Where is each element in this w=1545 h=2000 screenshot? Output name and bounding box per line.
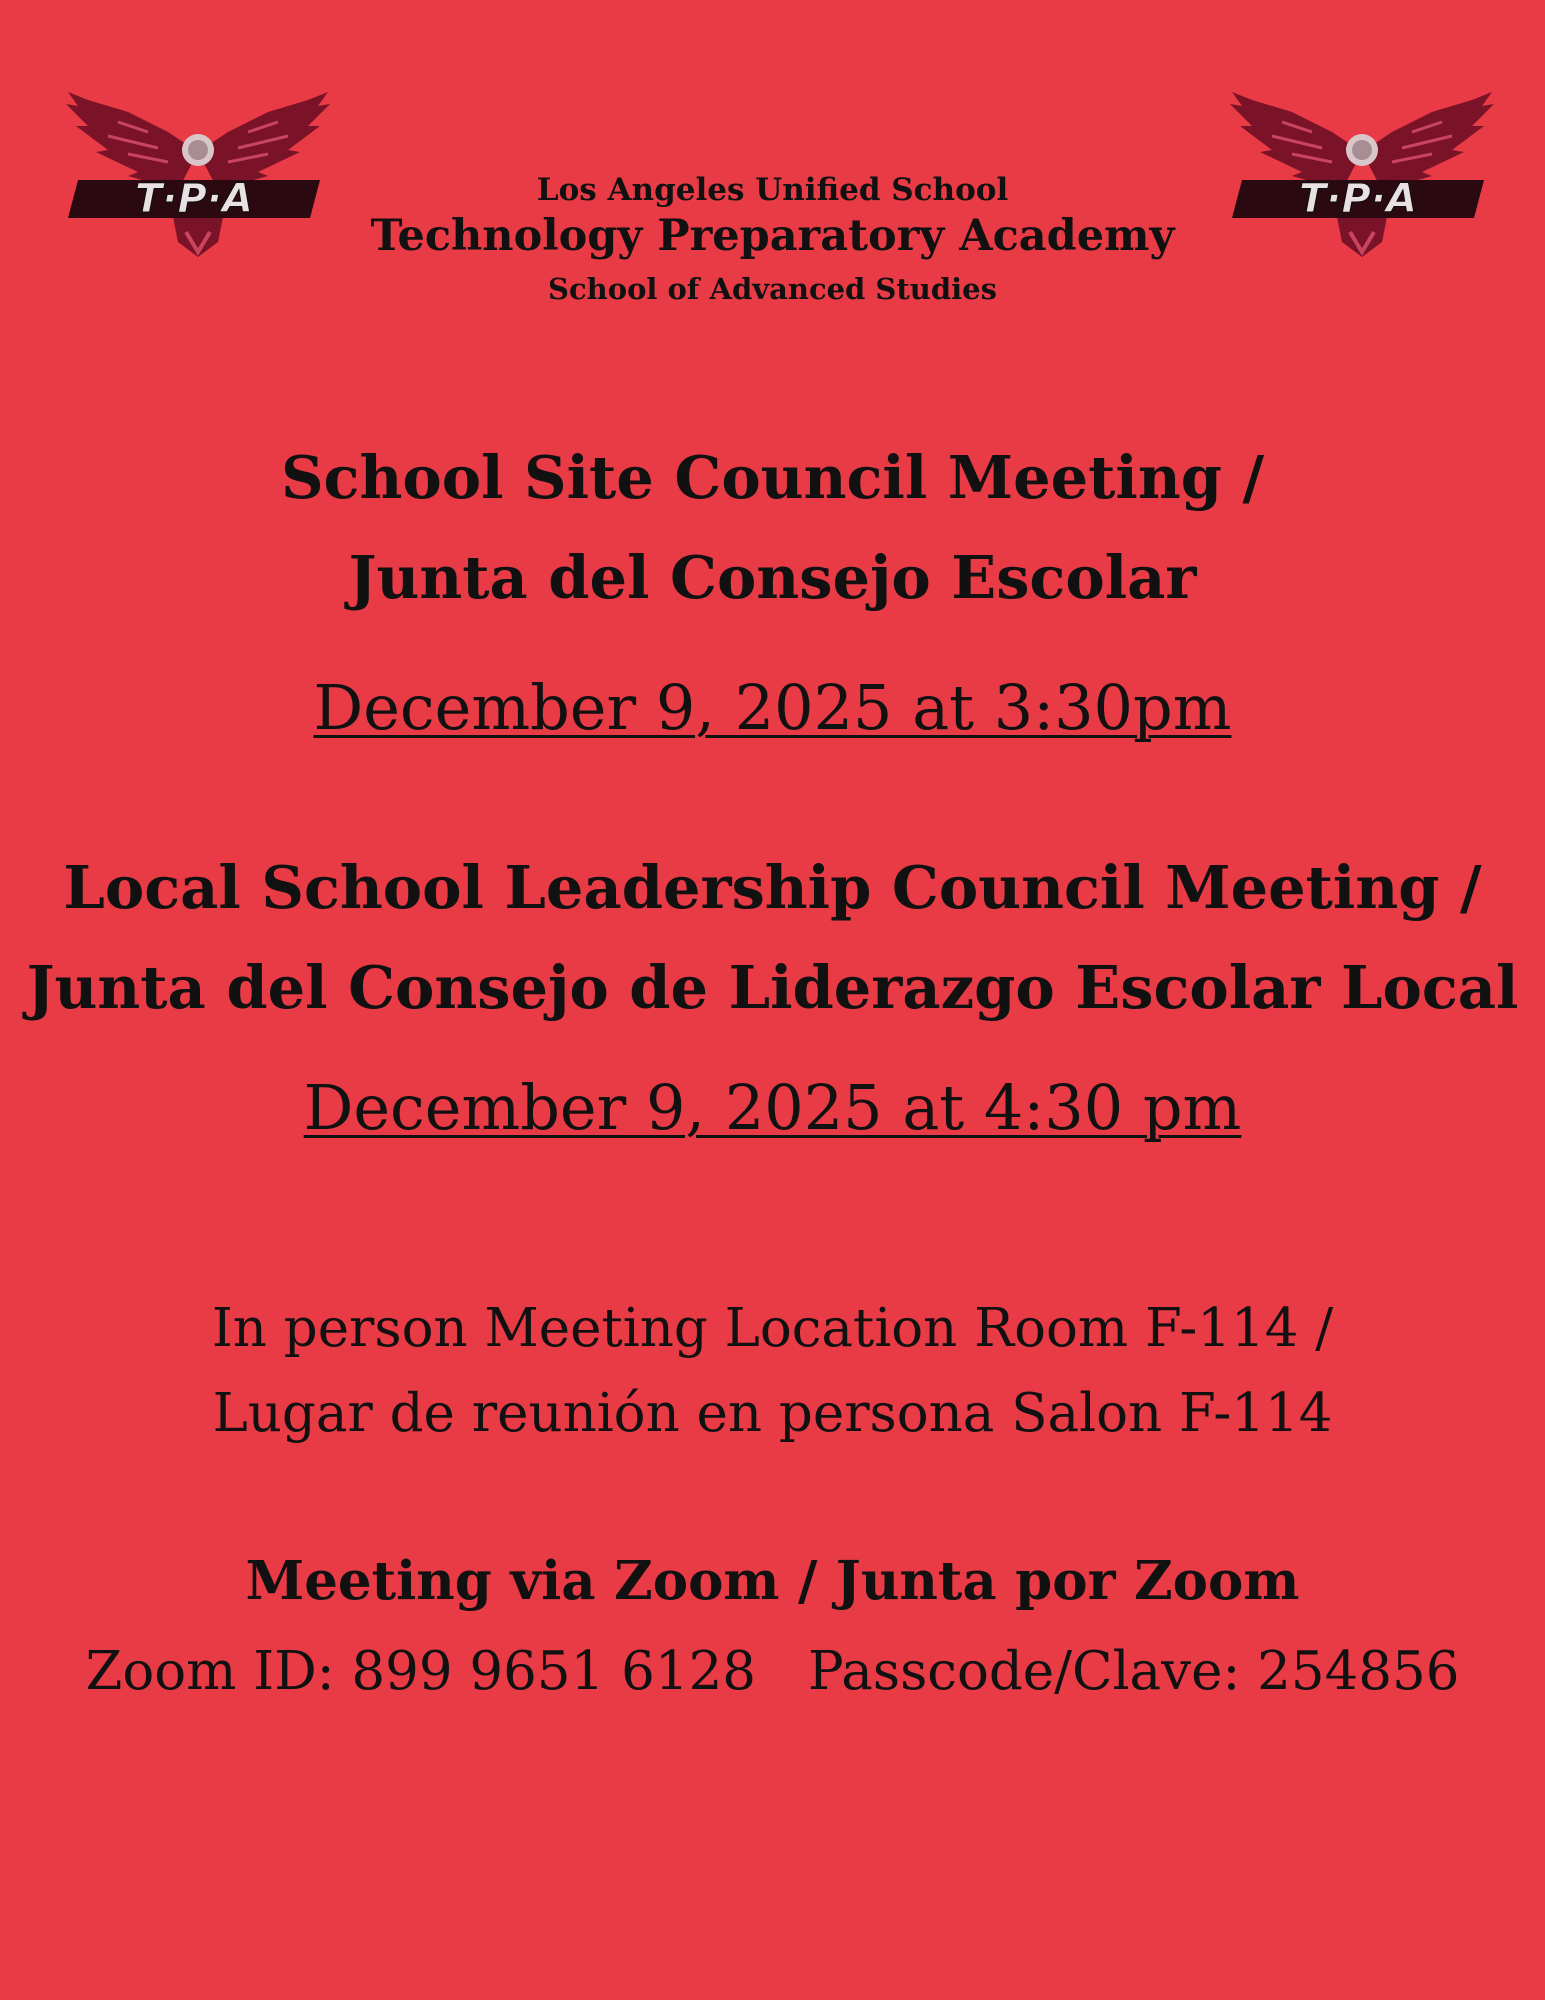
zoom-info — [0, 1641, 1545, 1702]
school-name: Technology Preparatory Academy — [370, 211, 1175, 261]
zoom-passcode: Passcode/Clave: 254856 — [808, 1641, 1460, 1702]
meeting2-datetime: December 9, 2025 at 4:30 pm — [303, 1071, 1242, 1144]
meeting2-title-es: Junta del Consejo de Liderazgo Escolar Local — [26, 953, 1519, 1022]
svg-text:T·P·A: T·P·A — [135, 176, 253, 222]
zoom-id: Zoom ID: 899 9651 6128 — [85, 1641, 757, 1702]
meeting1-title-es: Junta del Consejo Escolar — [348, 543, 1197, 612]
location-es: Lugar de reunión en persona Salon F-114 — [212, 1383, 1333, 1444]
meeting2-title-en: Local School Leadership Council Meeting / — [63, 853, 1482, 922]
location-en: In person Meeting Location Room F-114 / — [211, 1298, 1334, 1359]
svg-text:T·P·A: T·P·A — [1299, 176, 1417, 222]
meeting1-title-en: School Site Council Meeting / — [280, 443, 1265, 512]
district-name: Los Angeles Unified School — [536, 172, 1009, 208]
meeting1-datetime: December 9, 2025 at 3:30pm — [313, 671, 1232, 744]
school-subtitle: School of Advanced Studies — [548, 272, 997, 306]
zoom-heading: Meeting via Zoom / Junta por Zoom — [245, 1550, 1300, 1612]
